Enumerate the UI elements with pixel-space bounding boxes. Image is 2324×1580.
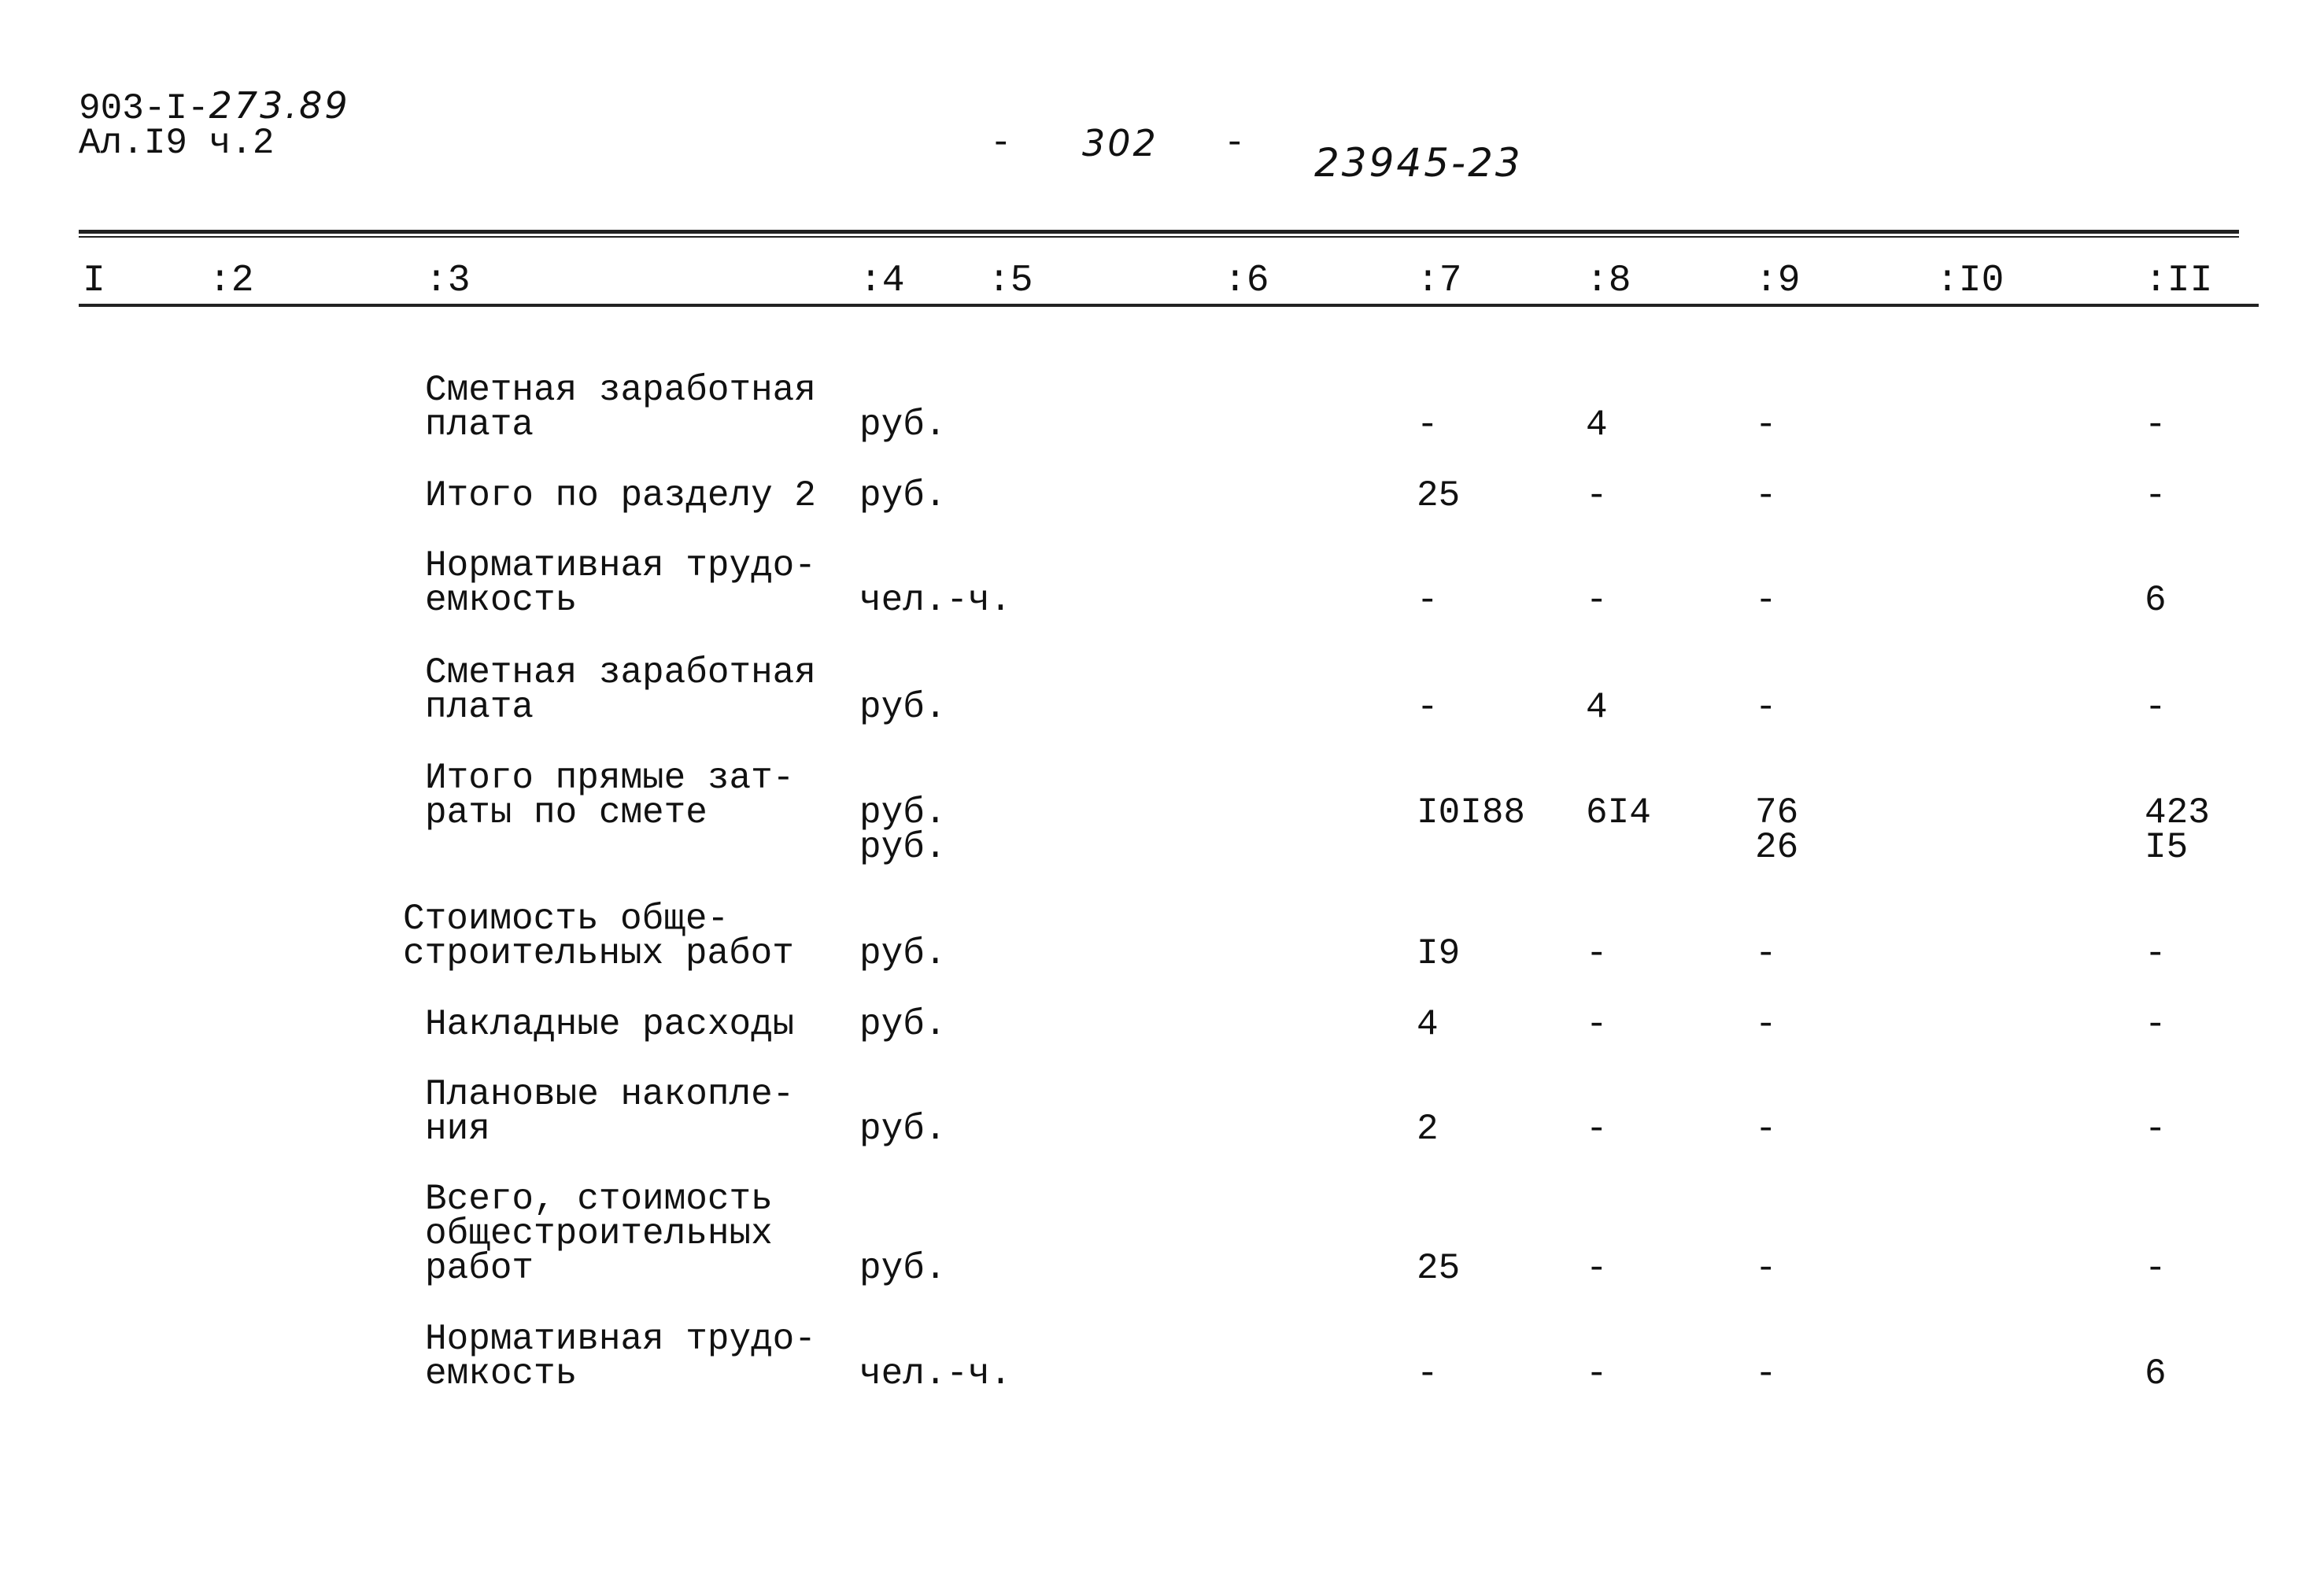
top-rule-thin: [79, 236, 2239, 238]
row-unit: руб.: [859, 1109, 947, 1150]
row-col7: -: [1417, 687, 1439, 728]
album-part-label: Ал.I9 ч.2: [79, 123, 275, 164]
row-col9: -: [1755, 1353, 1777, 1394]
row-col11: -: [2145, 933, 2167, 974]
row-col9: -: [1755, 580, 1777, 621]
page-dash-left: -: [990, 123, 1012, 164]
row-col8: -: [1586, 475, 1608, 516]
row-col9: -: [1755, 475, 1777, 516]
column-header-8: :8: [1586, 260, 1631, 302]
row-unit: руб.: [859, 933, 947, 974]
document-code-printed: 903-I-: [79, 88, 209, 129]
row-description: Итого прямые зат- раты по смете: [425, 758, 795, 833]
row-unit: руб. руб.: [859, 792, 947, 868]
row-unit: руб.: [859, 1004, 947, 1045]
column-header-11: :II: [2145, 260, 2213, 302]
row-col9: -: [1755, 404, 1777, 445]
row-col7: 2: [1417, 1109, 1439, 1150]
row-col11: -: [2145, 1109, 2167, 1150]
column-header-9: :9: [1755, 260, 1801, 302]
row-col8: -: [1586, 1004, 1608, 1045]
row-col9: -: [1755, 1109, 1777, 1150]
column-header-7: :7: [1417, 260, 1462, 302]
row-col9: -: [1755, 933, 1777, 974]
column-header-3: :3: [425, 260, 471, 302]
row-col8: -: [1586, 1109, 1608, 1150]
row-col8: -: [1586, 1248, 1608, 1289]
row-col7: -: [1417, 580, 1439, 621]
top-rule: [79, 230, 2239, 234]
column-header-5: :5: [988, 260, 1033, 302]
row-unit: чел.-ч.: [859, 1353, 1012, 1394]
row-col9: 76 26: [1755, 792, 1799, 868]
row-col8: 4: [1586, 404, 1608, 445]
column-header-6: :6: [1224, 260, 1269, 302]
row-col7: 25: [1417, 1248, 1461, 1289]
document-code-handwritten: 273.89: [209, 84, 350, 127]
row-col11: 423 I5: [2145, 792, 2210, 868]
row-description: Стоимость обще- строительных работ: [403, 899, 794, 974]
row-col7: I0I88: [1417, 792, 1526, 833]
row-col8: -: [1586, 580, 1608, 621]
document-code: [79, 84, 350, 129]
row-col8: -: [1586, 1353, 1608, 1394]
row-description: Всего, стоимость общестроительных работ: [425, 1179, 773, 1289]
row-description: Итого по разделу 2: [425, 475, 816, 516]
row-description: Плановые накопле- ния: [425, 1074, 795, 1150]
row-col11: 6: [2145, 1353, 2167, 1394]
row-description: Накладные расходы: [425, 1004, 795, 1045]
row-unit: чел.-ч.: [859, 580, 1012, 621]
row-col9: -: [1755, 687, 1777, 728]
row-col8: -: [1586, 933, 1608, 974]
row-col7: I9: [1417, 933, 1461, 974]
row-col11: -: [2145, 475, 2167, 516]
row-col7: 25: [1417, 475, 1461, 516]
row-unit: руб.: [859, 475, 947, 516]
column-header-4: :4: [859, 260, 905, 302]
row-col7: 4: [1417, 1004, 1439, 1045]
column-header-1: I: [83, 260, 105, 302]
row-col8: 6I4: [1586, 792, 1651, 833]
row-description: Нормативная трудо- емкость: [425, 1319, 816, 1394]
header-underline: [79, 304, 2259, 307]
row-description: Сметная заработная плата: [425, 652, 816, 728]
sheet-code: 23945-23: [1314, 140, 1523, 186]
row-description: Сметная заработная плата: [425, 370, 816, 445]
row-col11: -: [2145, 687, 2167, 728]
row-col8: 4: [1586, 687, 1608, 728]
row-col11: -: [2145, 1004, 2167, 1045]
row-col11: -: [2145, 1248, 2167, 1289]
row-col11: 6: [2145, 580, 2167, 621]
column-header-2: :2: [209, 260, 254, 302]
row-col7: -: [1417, 1353, 1439, 1394]
page-number: 302: [1082, 122, 1158, 164]
page-dash-right: -: [1224, 123, 1246, 164]
row-col9: -: [1755, 1248, 1777, 1289]
row-col11: -: [2145, 404, 2167, 445]
column-header-10: :I0: [1936, 260, 2004, 302]
row-col9: -: [1755, 1004, 1777, 1045]
row-unit: руб.: [859, 687, 947, 728]
column-header-row: [0, 260, 2324, 307]
row-col7: -: [1417, 404, 1439, 445]
row-unit: руб.: [859, 404, 947, 445]
row-unit: руб.: [859, 1248, 947, 1289]
row-description: Нормативная трудо- емкость: [425, 545, 816, 621]
